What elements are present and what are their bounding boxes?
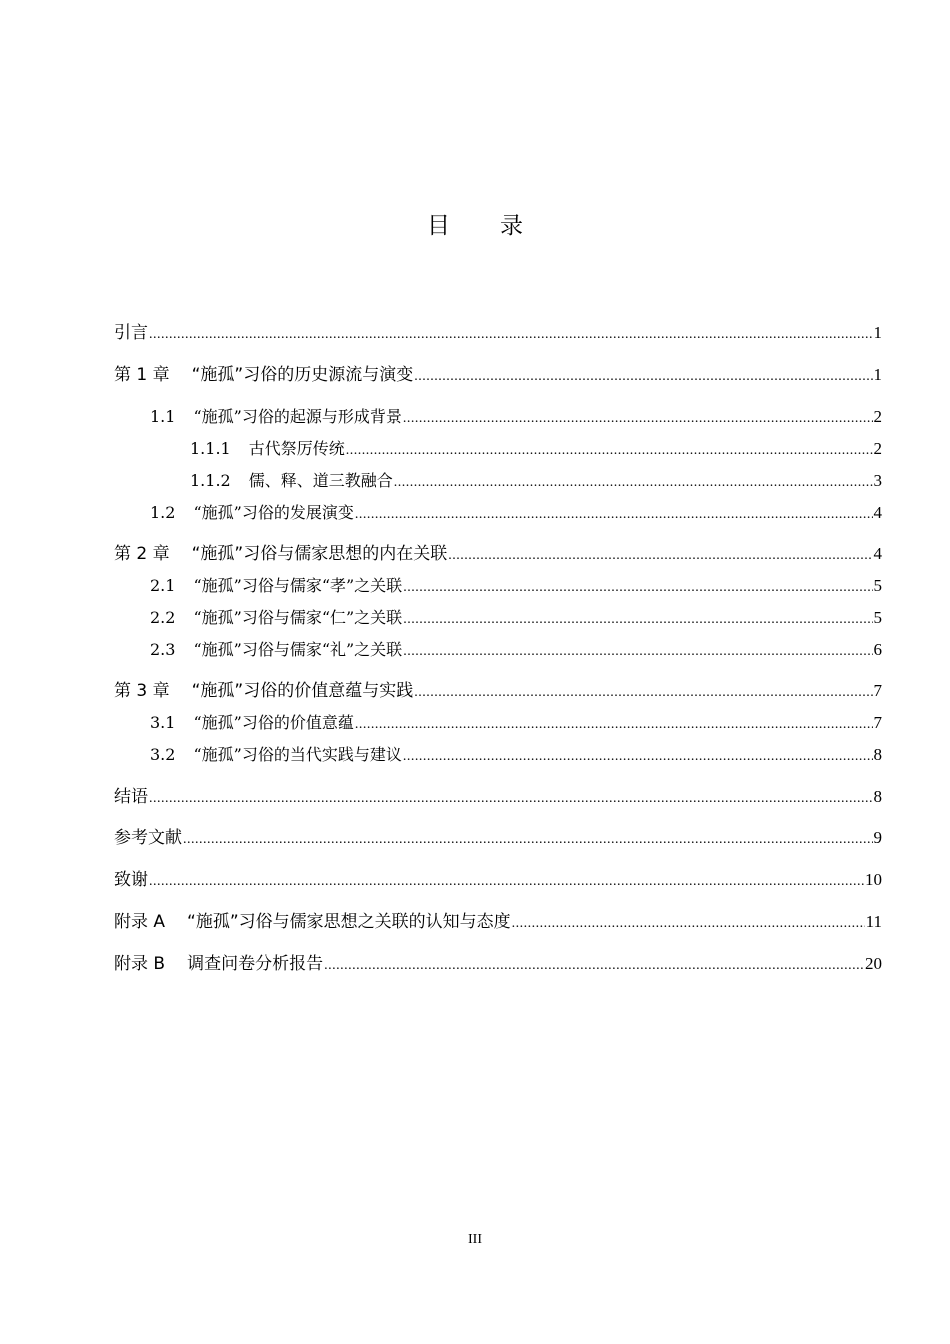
- toc-dot-leader: [403, 607, 872, 633]
- toc-entry[interactable]: [150, 605, 882, 631]
- toc-entry-page: 8: [873, 787, 882, 806]
- toc-entry-page: 11: [865, 912, 882, 931]
- toc-entry-page: 9: [873, 828, 882, 847]
- toc-entry-title: “施孤”习俗与儒家“仁”之关联: [193, 608, 403, 627]
- toc-entry[interactable]: [150, 710, 882, 736]
- toc-entry[interactable]: [114, 678, 882, 704]
- toc-dot-leader: [183, 827, 873, 853]
- toc-entry-number: 3.2: [150, 745, 176, 764]
- toc-entry-title: 参考文献: [114, 828, 182, 848]
- toc-entry[interactable]: [114, 951, 882, 977]
- toc-entry[interactable]: [114, 825, 882, 851]
- toc-dot-leader: [355, 712, 873, 738]
- toc-entry-title: “施孤”习俗与儒家思想的内在关联: [191, 544, 448, 564]
- toc-dot-leader: [403, 575, 872, 601]
- toc-entry-number: 附录 A: [114, 912, 166, 932]
- toc-dot-leader: [403, 744, 873, 770]
- toc-entry-title: 儒、释、道三教融合: [248, 471, 393, 490]
- toc-entry-number: 2.1: [150, 576, 176, 595]
- toc-dot-leader: [324, 953, 864, 979]
- toc-entry-title: “施孤”习俗的历史源流与演变: [191, 365, 414, 385]
- toc-entry[interactable]: [190, 468, 882, 494]
- toc-entry-title: “施孤”习俗与儒家“礼”之关联: [193, 640, 403, 659]
- toc-entry-title: 引言: [114, 323, 148, 343]
- toc-entry-page: 2: [873, 439, 882, 458]
- toc-entry-title: “施孤”习俗的价值意蕴: [193, 713, 354, 732]
- page-number: III: [468, 1232, 482, 1247]
- toc-dot-leader: [346, 438, 873, 464]
- toc-dot-leader: [512, 911, 865, 937]
- toc-entry-number: 1.1.2: [190, 471, 231, 490]
- toc-entry-page: 5: [873, 576, 882, 595]
- toc-entry-number: 第 3 章: [114, 681, 170, 701]
- toc-dot-leader: [394, 470, 873, 496]
- toc-entry[interactable]: [190, 436, 882, 462]
- toc-entry-page: 8: [873, 745, 882, 764]
- toc-entry[interactable]: [114, 362, 882, 388]
- toc-entry-number: 2.2: [150, 608, 176, 627]
- toc-entry-page: 4: [873, 503, 882, 522]
- toc-dot-leader: [414, 680, 872, 706]
- toc-entry-number: 附录 B: [114, 954, 166, 974]
- toc-entry-page: 20: [865, 954, 882, 973]
- toc-entry[interactable]: [114, 784, 882, 810]
- toc-dot-leader: [414, 364, 872, 390]
- toc-dot-leader: [403, 406, 873, 432]
- toc-entry[interactable]: [150, 500, 882, 526]
- toc-entry-number: 1.1.1: [190, 439, 231, 458]
- toc-entry[interactable]: [114, 541, 882, 567]
- toc-entry-page: 10: [865, 870, 882, 889]
- toc-entry[interactable]: [150, 742, 882, 768]
- toc-entry-number: 3.1: [150, 713, 176, 732]
- toc-entry-page: 2: [873, 407, 882, 426]
- toc-entry-title: “施孤”习俗的价值意蕴与实践: [191, 681, 414, 701]
- toc-dot-leader: [149, 786, 873, 812]
- toc-entry[interactable]: [114, 867, 882, 893]
- toc-dot-leader: [403, 639, 872, 665]
- toc-entry[interactable]: [150, 637, 882, 663]
- toc-entry-title: 古代祭厉传统: [248, 439, 345, 458]
- toc-entry-number: 1.1: [150, 407, 176, 426]
- toc-entry-title: “施孤”习俗的起源与形成背景: [193, 407, 402, 426]
- toc-entry-title: 结语: [114, 787, 148, 807]
- toc-entry[interactable]: [150, 404, 882, 430]
- toc-entry-page: 3: [873, 471, 882, 490]
- toc-entry-title: “施孤”习俗与儒家思想之关联的认知与态度: [187, 912, 511, 932]
- toc-entry-page: 6: [873, 640, 882, 659]
- toc-entry[interactable]: [114, 320, 882, 346]
- toc-entry-title: “施孤”习俗与儒家“孝”之关联: [193, 576, 403, 595]
- toc-dot-leader: [355, 502, 873, 528]
- toc-entry[interactable]: [150, 573, 882, 599]
- toc-entry-page: 5: [873, 608, 882, 627]
- toc-entry-title: “施孤”习俗的当代实践与建议: [193, 745, 402, 764]
- toc-entry-page: 7: [873, 681, 882, 700]
- toc-entry-page: 7: [873, 713, 882, 732]
- toc-entry-number: 1.2: [150, 503, 176, 522]
- toc-entry-page: 4: [873, 544, 882, 563]
- toc-entry-number: 第 2 章: [114, 544, 170, 564]
- toc-entry-page: 1: [873, 365, 882, 384]
- toc-dot-leader: [448, 543, 872, 569]
- toc-entry-number: 第 1 章: [114, 365, 170, 385]
- toc-entry-number: 2.3: [150, 640, 176, 659]
- page-title: 目录: [427, 213, 573, 239]
- toc-entry-page: 1: [873, 323, 882, 342]
- toc-dot-leader: [149, 322, 873, 348]
- toc-entry-title: “施孤”习俗的发展演变: [193, 503, 354, 522]
- toc-entry[interactable]: [114, 909, 882, 935]
- toc-dot-leader: [149, 869, 864, 895]
- toc-entry-title: 致谢: [114, 870, 148, 890]
- toc-entry-title: 调查问卷分析报告: [187, 954, 324, 974]
